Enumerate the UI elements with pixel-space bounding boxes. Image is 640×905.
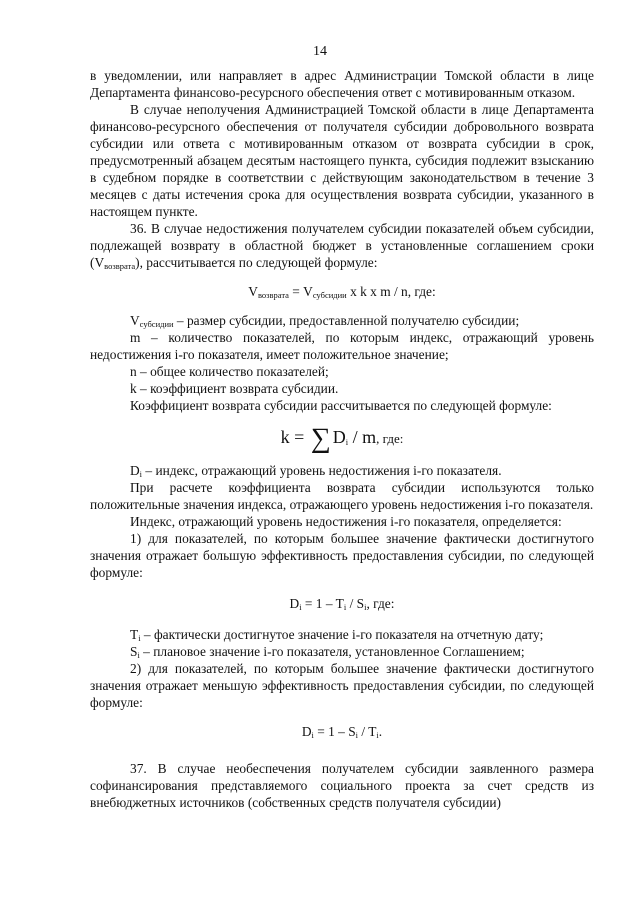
definition-m: m – количество показателей, по которым индекс, отражающий уровень недостижения i-го показателя, имеет положительное значение; (90, 330, 594, 362)
list-item-2: 2) для показателей, по которым большее значение фактически достигнутого значения отражает меньшую эффективность предоставления субсидии, по следующей формуле: (90, 661, 594, 710)
definition-ti: $T_i$ – фактически достигнутое значение i-го показателя на отчетную дату; (130, 627, 544, 643)
page-number: 14 (313, 44, 327, 59)
formula-k: k = ∑ $D_i$ / m, где: (280, 423, 404, 454)
paragraph-calculation: При расчете коэффициента возврата субсидии используются только положительные значения индекса, отражающего уровень недостижения i-го показателя. (90, 480, 594, 512)
formula-di-2: $D_i = 1 - S_i / T_i$. (301, 724, 383, 740)
paragraph-36: 36. В случае недостижения получателем субсидии показателей объем субсидии, подлежащей возврату в областной бюджет в установленные соглашением сроки $(V_{возврата})$, рассчитывается по следующей формуле: (90, 221, 594, 271)
formula-v-return: $V_{возврата} = V_{субсидии}$ x k x m / n, где: (248, 284, 436, 300)
coefficient-intro: Коэффициент возврата субсидии рассчитывается по следующей формуле: (130, 398, 552, 413)
definition-n: n – общее количество показателей; (130, 364, 329, 379)
paragraph-continuation: в уведомлении, или направляет в адрес Администрации Томской области в лице Департамента финансово-ресурсного обеспечения ответ с мотивированным отказом. (90, 68, 594, 100)
definition-k: k – коэффициент возврата субсидии. (130, 381, 339, 396)
definition-v-subsidy: $V_{субсидии}$ – размер субсидии, предоставленной получателю субсидии; (130, 313, 520, 329)
paragraph-37: 37. В случае необеспечения получателем субсидии заявленного размера софинансирования представляемого социального проекта за счет средств из внебюджетных источников (собственных средств получателя субсидии) (90, 761, 594, 810)
list-item-1: 1) для показателей, по которым большее значение фактически достигнутого значения отражает большую эффективность предоставления субсидии, по следующей формуле: (90, 531, 594, 580)
paragraph-nonreceipt: В случае неполучения Администрацией Томской области в лице Департамента финансово-ресурсного обеспечения от получателя субсидии добровольного возврата субсидии или ответа с мотивированным отказом от возврата субсидии в срок, предусмотренный абзацем десятым настоящего пункта, субсидия подлежит взысканию в судебном порядке в соответствии с действующим законодательством в течение 3 месяцев с даты истечения срока для осуществления возврата субсидии, указанного в настоящем пункте. (90, 102, 594, 219)
paragraph-index: Индекс, отражающий уровень недостижения i-го показателя, определяется: (130, 514, 562, 529)
document-body (90, 67, 594, 811)
formula-di-1: $D_i = 1 - T_i / S_i$, где: (289, 596, 395, 612)
definition-di: $D_i$ – индекс, отражающий уровень недостижения i-го показателя. (130, 463, 502, 479)
definition-si: $S_i$ – плановое значение i-го показателя, установленное Соглашением; (130, 644, 525, 660)
